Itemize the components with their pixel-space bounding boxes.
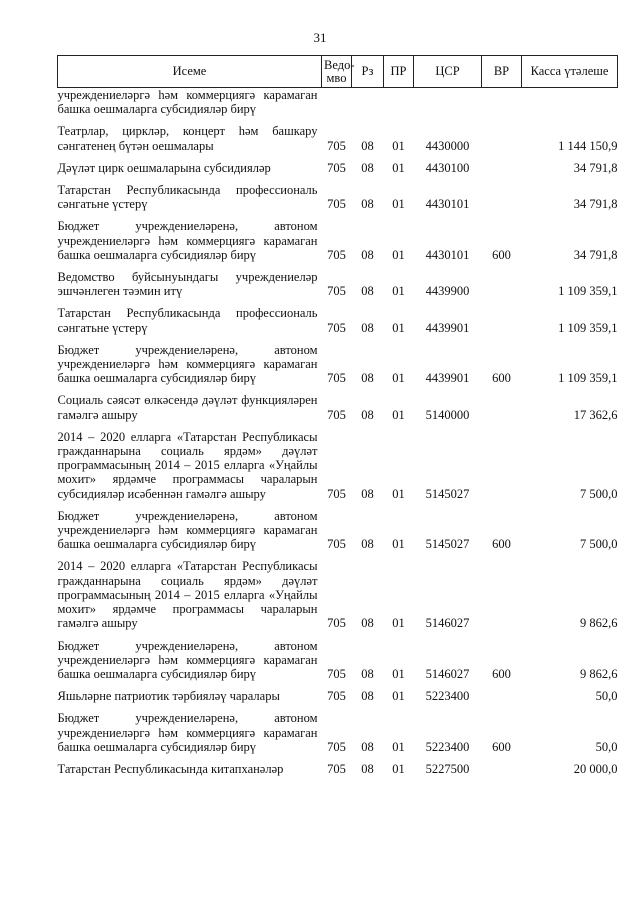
table-row (58, 762, 618, 784)
cell-rz: 08 (361, 689, 374, 704)
cell-rz: 08 (361, 761, 374, 776)
cell-pr: 01 (392, 739, 405, 754)
cell-ved: 705 (327, 486, 346, 501)
cell-csr: 4439901 (425, 371, 470, 386)
cell-csr: 5145027 (425, 537, 470, 552)
cell-sum: 1 109 359,1 (558, 284, 618, 299)
header-pr: ПР (384, 56, 414, 88)
cell-pr (384, 88, 414, 125)
cell-ved: 705 (327, 160, 346, 175)
table-row (58, 343, 618, 394)
cell-vr (482, 88, 522, 125)
cell-pr: 01 (392, 537, 405, 552)
table-row (58, 711, 618, 762)
cell-csr: 5145027 (425, 486, 470, 501)
cell-name: Бюджет учреждениеләренә, автоном учреждениеләргә һәм коммерциягә карамаган башка оешмаларга субсидияләр бирү (57, 219, 318, 262)
cell-vr (482, 270, 522, 306)
cell-vr (482, 306, 522, 342)
cell-ved: 705 (327, 407, 346, 422)
cell-ved: 705 (327, 247, 346, 262)
cell-ved: 705 (327, 320, 346, 335)
cell-ved (322, 88, 352, 125)
cell-sum: 9 862,6 (580, 666, 618, 681)
cell-vr: 600 (492, 371, 511, 386)
cell-rz: 08 (361, 537, 374, 552)
cell-csr: 5140000 (425, 407, 470, 422)
cell-pr: 01 (392, 761, 405, 776)
cell-ved: 705 (327, 689, 346, 704)
cell-vr (482, 559, 522, 638)
cell-csr: 4439901 (425, 320, 470, 335)
cell-name: Татарстан Республикасында профессиональ сәнгатьне үстерү (57, 306, 318, 335)
cell-csr: 5227500 (425, 761, 470, 776)
cell-pr: 01 (392, 486, 405, 501)
cell-pr: 01 (392, 371, 405, 386)
cell-rz: 08 (361, 371, 374, 386)
table-row (58, 219, 618, 270)
cell-ved: 705 (327, 284, 346, 299)
cell-sum: 17 362,6 (573, 407, 618, 422)
header-rz: Рз (352, 56, 384, 88)
cell-pr: 01 (392, 616, 405, 631)
cell-name: Социаль сәясәт өлкәсендә дәүләт функцияләрен гамәлгә ашыру (57, 393, 318, 422)
cell-csr: 4430000 (425, 138, 470, 153)
table-row (58, 306, 618, 342)
cell-sum: 1 144 150,9 (558, 138, 618, 153)
cell-csr: 5223400 (425, 739, 470, 754)
cell-rz: 08 (361, 616, 374, 631)
cell-rz: 08 (361, 197, 374, 212)
cell-csr: 5146027 (425, 666, 470, 681)
header-ved: Ведо-мво (322, 56, 352, 88)
cell-pr: 01 (392, 160, 405, 175)
cell-ved: 705 (327, 138, 346, 153)
cell-rz: 08 (361, 247, 374, 262)
cell-pr: 01 (392, 284, 405, 299)
cell-name: Татарстан Республикасында профессиональ сәнгатьне үстерү (57, 183, 318, 212)
cell-vr (482, 183, 522, 219)
cell-name: Бюджет учреждениеләренә, автоном учреждениеләргә һәм коммерциягә карамаган башка оешмаларга субсидияләр бирү (57, 711, 318, 754)
cell-vr (482, 393, 522, 429)
header-sum: Касса үтәлеше (522, 56, 618, 88)
cell-ved: 705 (327, 666, 346, 681)
cell-name: Дәүләт цирк оешмаларына субсидияләр (57, 160, 271, 175)
cell-vr: 600 (492, 247, 511, 262)
page-number: 31 (313, 30, 327, 45)
header-name: Исеме (58, 56, 322, 88)
cell-ved: 705 (327, 371, 346, 386)
cell-name: учреждениеләргә һәм коммерциягә карамаган башка оешмаларга субсидияләр бирү (57, 88, 318, 117)
cell-sum: 34 791,8 (573, 197, 618, 212)
cell-csr: 4430101 (425, 247, 470, 262)
cell-sum: 7 500,0 (580, 486, 618, 501)
cell-sum (522, 88, 618, 125)
cell-pr: 01 (392, 247, 405, 262)
cell-name: Театрлар, циркләр, концерт һәм башкару сәнгатенең бүтән оешмалары (57, 124, 318, 153)
table-row (58, 161, 618, 183)
cell-pr: 01 (392, 666, 405, 681)
cell-sum: 1 109 359,1 (558, 371, 618, 386)
cell-ved: 705 (327, 616, 346, 631)
cell-name: Яшьләрне патриотик тәрбияләү чаралары (57, 689, 280, 704)
cell-rz: 08 (361, 666, 374, 681)
cell-ved: 705 (327, 197, 346, 212)
cell-sum: 34 791,8 (573, 247, 618, 262)
cell-vr (482, 124, 522, 160)
cell-vr: 600 (492, 666, 511, 681)
cell-pr: 01 (392, 320, 405, 335)
header-csr: ЦСР (414, 56, 482, 88)
cell-sum: 1 109 359,1 (558, 320, 618, 335)
cell-vr (482, 689, 522, 711)
cell-csr: 5146027 (425, 616, 470, 631)
cell-rz: 08 (361, 160, 374, 175)
cell-rz (352, 88, 384, 125)
cell-csr: 4430100 (425, 160, 470, 175)
cell-vr (482, 762, 522, 784)
cell-name: Бюджет учреждениеләренә, автоном учреждениеләргә һәм коммерциягә карамаган башка оешмаларга субсидияләр бирү (57, 342, 318, 386)
cell-name: Бюджет учреждениеләренә, автоном учреждениеләргә һәм коммерциягә карамаган башка оешмаларга субсидияләр бирү (57, 508, 318, 552)
table-header (58, 56, 618, 88)
cell-ved: 705 (327, 537, 346, 552)
cell-ved: 705 (327, 739, 346, 754)
cell-name: Татарстан Республикасында китапханәләр (57, 761, 284, 776)
cell-csr (414, 88, 482, 125)
cell-pr: 01 (392, 138, 405, 153)
cell-name: 2014 – 2020 елларга «Татарстан Республикасы гражданнарына социаль ярдәм» дәүләт программасының 2014 – 2015 елларга «Уңайлы мохит» ярдәмче программасы чараларын гамәлгә ашыру (57, 559, 318, 631)
header-vr: ВР (482, 56, 522, 88)
table-row (58, 124, 618, 160)
cell-sum: 9 862,6 (580, 616, 618, 631)
cell-name: 2014 – 2020 елларга «Татарстан Республикасы гражданнарына социаль ярдәм» дәүләт программасының 2014 – 2015 елларга «Уңайлы мохит» ярдәмче программасы чараларын субсидияләр исәбеннән гамәлгә ашыру (57, 429, 318, 501)
cell-csr: 4430101 (425, 197, 470, 212)
cell-csr: 5223400 (425, 689, 470, 704)
table-row (58, 509, 618, 560)
table-row (58, 270, 618, 306)
cell-sum: 50,0 (595, 739, 618, 754)
cell-pr: 01 (392, 197, 405, 212)
cell-vr (482, 161, 522, 183)
cell-sum: 50,0 (595, 689, 618, 704)
cell-pr: 01 (392, 689, 405, 704)
table-row (58, 88, 618, 125)
table-row (58, 183, 618, 219)
cell-name: Ведомство буйсынуындагы учреждениеләр эшчәнлеген тәэмин итү (57, 270, 318, 299)
cell-sum: 20 000,0 (573, 761, 618, 776)
cell-ved: 705 (327, 761, 346, 776)
table-row (58, 393, 618, 429)
cell-rz: 08 (361, 284, 374, 299)
cell-csr: 4439900 (425, 284, 470, 299)
table-row (58, 689, 618, 711)
cell-vr: 600 (492, 739, 511, 754)
cell-rz: 08 (361, 407, 374, 422)
cell-vr: 600 (492, 537, 511, 552)
cell-sum: 7 500,0 (580, 537, 618, 552)
cell-name: Бюджет учреждениеләренә, автоном учреждениеләргә һәм коммерциягә карамаган башка оешмаларга субсидияләр бирү (57, 638, 318, 681)
table-body (58, 88, 618, 785)
table-row (58, 639, 618, 690)
cell-sum: 34 791,8 (573, 160, 618, 175)
table-row (58, 430, 618, 509)
cell-rz: 08 (361, 320, 374, 335)
budget-table (57, 55, 618, 784)
cell-rz: 08 (361, 486, 374, 501)
cell-rz: 08 (361, 739, 374, 754)
cell-pr: 01 (392, 407, 405, 422)
cell-vr (482, 430, 522, 509)
cell-rz: 08 (361, 138, 374, 153)
table-row (58, 559, 618, 638)
